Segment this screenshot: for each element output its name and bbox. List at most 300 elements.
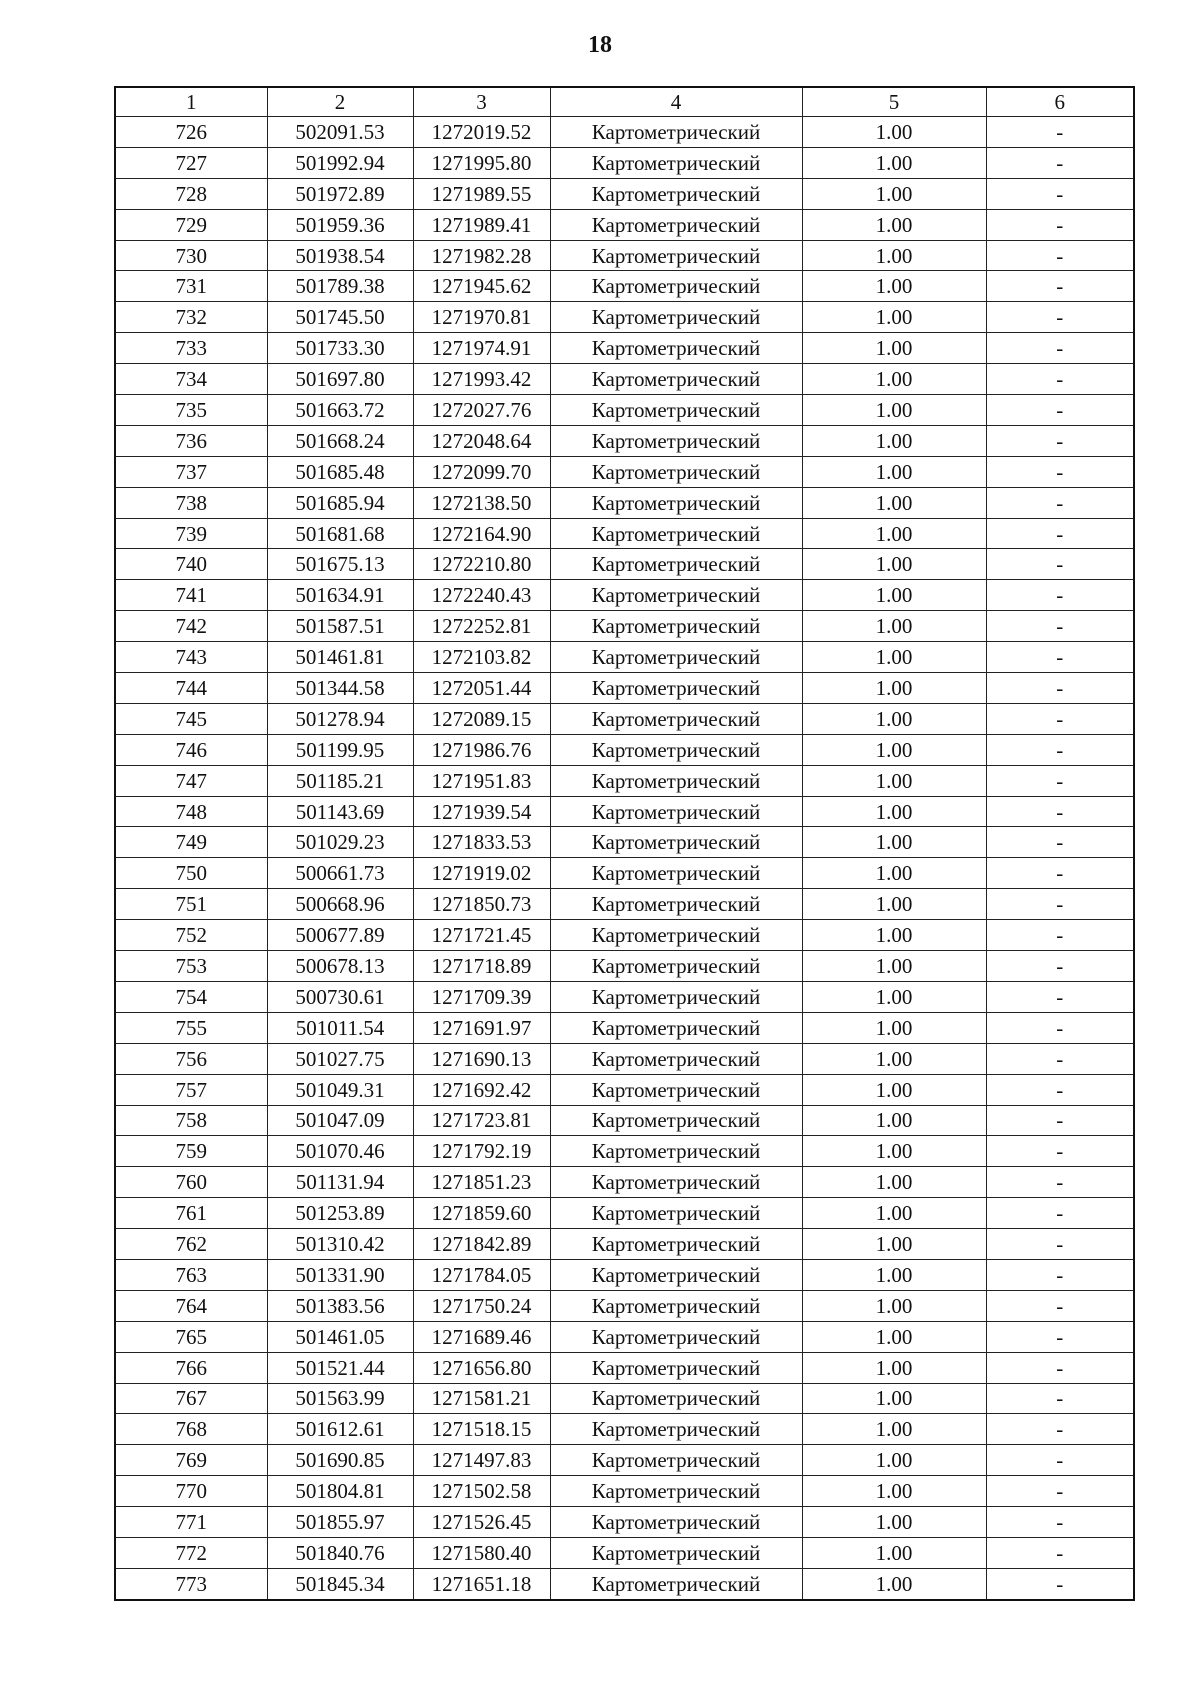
y-coordinate-cell: 1271989.55 <box>413 178 550 209</box>
point-number-cell: 748 <box>115 796 267 827</box>
table-row <box>115 981 1134 1012</box>
x-coordinate-cell: 502091.53 <box>267 117 413 148</box>
accuracy-cell: 1.00 <box>802 1414 986 1445</box>
point-number-cell: 760 <box>115 1167 267 1198</box>
accuracy-cell: 1.00 <box>802 364 986 395</box>
accuracy-cell: 1.00 <box>802 487 986 518</box>
x-coordinate-cell: 501634.91 <box>267 580 413 611</box>
page-number: 18 <box>588 32 612 58</box>
method-cell: Картометрический <box>550 1074 802 1105</box>
column-header: 2 <box>267 87 413 117</box>
y-coordinate-cell: 1272138.50 <box>413 487 550 518</box>
table-row <box>115 1445 1134 1476</box>
method-cell: Картометрический <box>550 611 802 642</box>
x-coordinate-cell: 501310.42 <box>267 1229 413 1260</box>
table-row <box>115 271 1134 302</box>
accuracy-cell: 1.00 <box>802 1568 986 1599</box>
x-coordinate-cell: 500730.61 <box>267 981 413 1012</box>
note-cell: - <box>986 920 1134 951</box>
header-row <box>115 87 1134 117</box>
method-cell: Картометрический <box>550 1321 802 1352</box>
note-cell: - <box>986 364 1134 395</box>
table-row <box>115 1074 1134 1105</box>
table-row <box>115 1321 1134 1352</box>
x-coordinate-cell: 500661.73 <box>267 858 413 889</box>
table-row <box>115 1105 1134 1136</box>
table-row <box>115 549 1134 580</box>
table-row <box>115 1043 1134 1074</box>
table-row <box>115 487 1134 518</box>
accuracy-cell: 1.00 <box>802 333 986 364</box>
point-number-cell: 740 <box>115 549 267 580</box>
point-number-cell: 746 <box>115 734 267 765</box>
point-number-cell: 771 <box>115 1507 267 1538</box>
method-cell: Картометрический <box>550 1198 802 1229</box>
note-cell: - <box>986 1198 1134 1229</box>
note-cell: - <box>986 487 1134 518</box>
method-cell: Картометрический <box>550 147 802 178</box>
note-cell: - <box>986 1167 1134 1198</box>
note-cell: - <box>986 673 1134 704</box>
y-coordinate-cell: 1272240.43 <box>413 580 550 611</box>
note-cell: - <box>986 981 1134 1012</box>
x-coordinate-cell: 501331.90 <box>267 1259 413 1290</box>
y-coordinate-cell: 1271851.23 <box>413 1167 550 1198</box>
y-coordinate-cell: 1271518.15 <box>413 1414 550 1445</box>
point-number-cell: 766 <box>115 1352 267 1383</box>
point-number-cell: 757 <box>115 1074 267 1105</box>
table-row <box>115 1414 1134 1445</box>
method-cell: Картометрический <box>550 117 802 148</box>
table-row <box>115 734 1134 765</box>
x-coordinate-cell: 501587.51 <box>267 611 413 642</box>
method-cell: Картометрический <box>550 1105 802 1136</box>
accuracy-cell: 1.00 <box>802 1445 986 1476</box>
note-cell: - <box>986 1290 1134 1321</box>
y-coordinate-cell: 1271497.83 <box>413 1445 550 1476</box>
table-row <box>115 1476 1134 1507</box>
note-cell: - <box>986 796 1134 827</box>
accuracy-cell: 1.00 <box>802 981 986 1012</box>
accuracy-cell: 1.00 <box>802 456 986 487</box>
y-coordinate-cell: 1271939.54 <box>413 796 550 827</box>
x-coordinate-cell: 501690.85 <box>267 1445 413 1476</box>
x-coordinate-cell: 501840.76 <box>267 1537 413 1568</box>
table-row <box>115 1259 1134 1290</box>
method-cell: Картометрический <box>550 1229 802 1260</box>
method-cell: Картометрический <box>550 1290 802 1321</box>
y-coordinate-cell: 1271945.62 <box>413 271 550 302</box>
x-coordinate-cell: 501845.34 <box>267 1568 413 1599</box>
point-number-cell: 767 <box>115 1383 267 1414</box>
method-cell: Картометрический <box>550 1445 802 1476</box>
accuracy-cell: 1.00 <box>802 611 986 642</box>
accuracy-cell: 1.00 <box>802 858 986 889</box>
y-coordinate-cell: 1271526.45 <box>413 1507 550 1538</box>
accuracy-cell: 1.00 <box>802 1383 986 1414</box>
table-row <box>115 425 1134 456</box>
point-number-cell: 750 <box>115 858 267 889</box>
point-number-cell: 732 <box>115 302 267 333</box>
x-coordinate-cell: 501521.44 <box>267 1352 413 1383</box>
point-number-cell: 737 <box>115 456 267 487</box>
method-cell: Картометрический <box>550 456 802 487</box>
x-coordinate-cell: 500677.89 <box>267 920 413 951</box>
table-header <box>115 87 1134 117</box>
point-number-cell: 773 <box>115 1568 267 1599</box>
point-number-cell: 743 <box>115 642 267 673</box>
note-cell: - <box>986 734 1134 765</box>
table-row <box>115 518 1134 549</box>
accuracy-cell: 1.00 <box>802 951 986 982</box>
note-cell: - <box>986 1136 1134 1167</box>
method-cell: Картометрический <box>550 333 802 364</box>
method-cell: Картометрический <box>550 1507 802 1538</box>
accuracy-cell: 1.00 <box>802 1229 986 1260</box>
accuracy-cell: 1.00 <box>802 673 986 704</box>
point-number-cell: 755 <box>115 1012 267 1043</box>
point-number-cell: 731 <box>115 271 267 302</box>
table-row <box>115 117 1134 148</box>
accuracy-cell: 1.00 <box>802 580 986 611</box>
method-cell: Картометрический <box>550 1352 802 1383</box>
accuracy-cell: 1.00 <box>802 1352 986 1383</box>
accuracy-cell: 1.00 <box>802 1074 986 1105</box>
point-number-cell: 728 <box>115 178 267 209</box>
y-coordinate-cell: 1271691.97 <box>413 1012 550 1043</box>
accuracy-cell: 1.00 <box>802 1198 986 1229</box>
note-cell: - <box>986 178 1134 209</box>
note-cell: - <box>986 1414 1134 1445</box>
y-coordinate-cell: 1271651.18 <box>413 1568 550 1599</box>
accuracy-cell: 1.00 <box>802 549 986 580</box>
method-cell: Картометрический <box>550 518 802 549</box>
x-coordinate-cell: 501675.13 <box>267 549 413 580</box>
method-cell: Картометрический <box>550 889 802 920</box>
note-cell: - <box>986 858 1134 889</box>
x-coordinate-cell: 501855.97 <box>267 1507 413 1538</box>
y-coordinate-cell: 1271718.89 <box>413 951 550 982</box>
method-cell: Картометрический <box>550 765 802 796</box>
point-number-cell: 734 <box>115 364 267 395</box>
y-coordinate-cell: 1272103.82 <box>413 642 550 673</box>
accuracy-cell: 1.00 <box>802 1012 986 1043</box>
point-number-cell: 729 <box>115 209 267 240</box>
x-coordinate-cell: 501461.81 <box>267 642 413 673</box>
y-coordinate-cell: 1272099.70 <box>413 456 550 487</box>
x-coordinate-cell: 501143.69 <box>267 796 413 827</box>
point-number-cell: 769 <box>115 1445 267 1476</box>
y-coordinate-cell: 1271723.81 <box>413 1105 550 1136</box>
method-cell: Картометрический <box>550 858 802 889</box>
method-cell: Картометрический <box>550 673 802 704</box>
table-row <box>115 827 1134 858</box>
table-row <box>115 209 1134 240</box>
y-coordinate-cell: 1271989.41 <box>413 209 550 240</box>
table-row <box>115 889 1134 920</box>
x-coordinate-cell: 501992.94 <box>267 147 413 178</box>
x-coordinate-cell: 501011.54 <box>267 1012 413 1043</box>
column-header: 5 <box>802 87 986 117</box>
note-cell: - <box>986 1074 1134 1105</box>
point-number-cell: 727 <box>115 147 267 178</box>
x-coordinate-cell: 501344.58 <box>267 673 413 704</box>
y-coordinate-cell: 1271690.13 <box>413 1043 550 1074</box>
method-cell: Картометрический <box>550 1259 802 1290</box>
method-cell: Картометрический <box>550 1383 802 1414</box>
accuracy-cell: 1.00 <box>802 765 986 796</box>
y-coordinate-cell: 1271580.40 <box>413 1537 550 1568</box>
table-body <box>115 117 1134 1600</box>
note-cell: - <box>986 827 1134 858</box>
point-number-cell: 749 <box>115 827 267 858</box>
point-number-cell: 753 <box>115 951 267 982</box>
accuracy-cell: 1.00 <box>802 920 986 951</box>
accuracy-cell: 1.00 <box>802 1167 986 1198</box>
accuracy-cell: 1.00 <box>802 1043 986 1074</box>
note-cell: - <box>986 951 1134 982</box>
y-coordinate-cell: 1271919.02 <box>413 858 550 889</box>
table-row <box>115 673 1134 704</box>
accuracy-cell: 1.00 <box>802 395 986 426</box>
y-coordinate-cell: 1271656.80 <box>413 1352 550 1383</box>
y-coordinate-cell: 1271850.73 <box>413 889 550 920</box>
note-cell: - <box>986 580 1134 611</box>
table-row <box>115 1198 1134 1229</box>
note-cell: - <box>986 611 1134 642</box>
note-cell: - <box>986 240 1134 271</box>
method-cell: Картометрический <box>550 580 802 611</box>
note-cell: - <box>986 765 1134 796</box>
point-number-cell: 761 <box>115 1198 267 1229</box>
table-row <box>115 333 1134 364</box>
point-number-cell: 735 <box>115 395 267 426</box>
table-row <box>115 1012 1134 1043</box>
accuracy-cell: 1.00 <box>802 827 986 858</box>
point-number-cell: 736 <box>115 425 267 456</box>
y-coordinate-cell: 1272019.52 <box>413 117 550 148</box>
point-number-cell: 768 <box>115 1414 267 1445</box>
x-coordinate-cell: 501681.68 <box>267 518 413 549</box>
note-cell: - <box>986 703 1134 734</box>
y-coordinate-cell: 1272252.81 <box>413 611 550 642</box>
note-cell: - <box>986 1105 1134 1136</box>
y-coordinate-cell: 1272210.80 <box>413 549 550 580</box>
accuracy-cell: 1.00 <box>802 302 986 333</box>
method-cell: Картометрический <box>550 951 802 982</box>
method-cell: Картометрический <box>550 209 802 240</box>
x-coordinate-cell: 501253.89 <box>267 1198 413 1229</box>
y-coordinate-cell: 1271951.83 <box>413 765 550 796</box>
note-cell: - <box>986 1043 1134 1074</box>
table-row <box>115 240 1134 271</box>
note-cell: - <box>986 1537 1134 1568</box>
point-number-cell: 765 <box>115 1321 267 1352</box>
table-row <box>115 703 1134 734</box>
note-cell: - <box>986 1445 1134 1476</box>
accuracy-cell: 1.00 <box>802 642 986 673</box>
accuracy-cell: 1.00 <box>802 703 986 734</box>
x-coordinate-cell: 501131.94 <box>267 1167 413 1198</box>
method-cell: Картометрический <box>550 178 802 209</box>
y-coordinate-cell: 1271995.80 <box>413 147 550 178</box>
method-cell: Картометрический <box>550 981 802 1012</box>
table-row <box>115 1136 1134 1167</box>
y-coordinate-cell: 1271986.76 <box>413 734 550 765</box>
x-coordinate-cell: 501563.99 <box>267 1383 413 1414</box>
x-coordinate-cell: 501685.48 <box>267 456 413 487</box>
note-cell: - <box>986 456 1134 487</box>
y-coordinate-cell: 1272048.64 <box>413 425 550 456</box>
accuracy-cell: 1.00 <box>802 1476 986 1507</box>
y-coordinate-cell: 1272164.90 <box>413 518 550 549</box>
method-cell: Картометрический <box>550 487 802 518</box>
accuracy-cell: 1.00 <box>802 117 986 148</box>
table-row <box>115 456 1134 487</box>
x-coordinate-cell: 501070.46 <box>267 1136 413 1167</box>
note-cell: - <box>986 147 1134 178</box>
table-row <box>115 858 1134 889</box>
note-cell: - <box>986 1476 1134 1507</box>
table-row <box>115 395 1134 426</box>
y-coordinate-cell: 1272027.76 <box>413 395 550 426</box>
point-number-cell: 763 <box>115 1259 267 1290</box>
method-cell: Картометрический <box>550 549 802 580</box>
method-cell: Картометрический <box>550 1043 802 1074</box>
point-number-cell: 742 <box>115 611 267 642</box>
y-coordinate-cell: 1271784.05 <box>413 1259 550 1290</box>
accuracy-cell: 1.00 <box>802 147 986 178</box>
y-coordinate-cell: 1271970.81 <box>413 302 550 333</box>
x-coordinate-cell: 501663.72 <box>267 395 413 426</box>
note-cell: - <box>986 889 1134 920</box>
x-coordinate-cell: 501612.61 <box>267 1414 413 1445</box>
method-cell: Картометрический <box>550 271 802 302</box>
method-cell: Картометрический <box>550 1136 802 1167</box>
method-cell: Картометрический <box>550 1414 802 1445</box>
column-header: 3 <box>413 87 550 117</box>
method-cell: Картометрический <box>550 642 802 673</box>
method-cell: Картометрический <box>550 1537 802 1568</box>
point-number-cell: 758 <box>115 1105 267 1136</box>
method-cell: Картометрический <box>550 425 802 456</box>
table-row <box>115 642 1134 673</box>
method-cell: Картометрический <box>550 1476 802 1507</box>
x-coordinate-cell: 501185.21 <box>267 765 413 796</box>
note-cell: - <box>986 395 1134 426</box>
accuracy-cell: 1.00 <box>802 518 986 549</box>
method-cell: Картометрический <box>550 920 802 951</box>
method-cell: Картометрический <box>550 734 802 765</box>
table-row <box>115 580 1134 611</box>
table-row <box>115 178 1134 209</box>
y-coordinate-cell: 1271859.60 <box>413 1198 550 1229</box>
method-cell: Картометрический <box>550 1167 802 1198</box>
x-coordinate-cell: 501685.94 <box>267 487 413 518</box>
point-number-cell: 745 <box>115 703 267 734</box>
point-number-cell: 726 <box>115 117 267 148</box>
method-cell: Картометрический <box>550 240 802 271</box>
table-row <box>115 1568 1134 1599</box>
column-header: 4 <box>550 87 802 117</box>
accuracy-cell: 1.00 <box>802 425 986 456</box>
y-coordinate-cell: 1271581.21 <box>413 1383 550 1414</box>
y-coordinate-cell: 1271721.45 <box>413 920 550 951</box>
column-header: 1 <box>115 87 267 117</box>
table-row <box>115 920 1134 951</box>
accuracy-cell: 1.00 <box>802 1507 986 1538</box>
x-coordinate-cell: 501733.30 <box>267 333 413 364</box>
accuracy-cell: 1.00 <box>802 889 986 920</box>
accuracy-cell: 1.00 <box>802 796 986 827</box>
point-number-cell: 759 <box>115 1136 267 1167</box>
note-cell: - <box>986 1259 1134 1290</box>
y-coordinate-cell: 1271974.91 <box>413 333 550 364</box>
accuracy-cell: 1.00 <box>802 178 986 209</box>
table-row <box>115 765 1134 796</box>
point-number-cell: 762 <box>115 1229 267 1260</box>
x-coordinate-cell: 501199.95 <box>267 734 413 765</box>
point-number-cell: 754 <box>115 981 267 1012</box>
table-row <box>115 1507 1134 1538</box>
y-coordinate-cell: 1271993.42 <box>413 364 550 395</box>
note-cell: - <box>986 271 1134 302</box>
x-coordinate-cell: 500678.13 <box>267 951 413 982</box>
note-cell: - <box>986 1383 1134 1414</box>
x-coordinate-cell: 501668.24 <box>267 425 413 456</box>
point-number-cell: 733 <box>115 333 267 364</box>
point-number-cell: 744 <box>115 673 267 704</box>
x-coordinate-cell: 501804.81 <box>267 1476 413 1507</box>
coordinates-table <box>114 86 1135 1601</box>
y-coordinate-cell: 1271502.58 <box>413 1476 550 1507</box>
accuracy-cell: 1.00 <box>802 1105 986 1136</box>
point-number-cell: 747 <box>115 765 267 796</box>
note-cell: - <box>986 1321 1134 1352</box>
y-coordinate-cell: 1271750.24 <box>413 1290 550 1321</box>
note-cell: - <box>986 1012 1134 1043</box>
y-coordinate-cell: 1271692.42 <box>413 1074 550 1105</box>
note-cell: - <box>986 117 1134 148</box>
note-cell: - <box>986 302 1134 333</box>
table-row <box>115 1537 1134 1568</box>
method-cell: Картометрический <box>550 395 802 426</box>
y-coordinate-cell: 1271689.46 <box>413 1321 550 1352</box>
x-coordinate-cell: 500668.96 <box>267 889 413 920</box>
x-coordinate-cell: 501029.23 <box>267 827 413 858</box>
accuracy-cell: 1.00 <box>802 1136 986 1167</box>
y-coordinate-cell: 1271833.53 <box>413 827 550 858</box>
accuracy-cell: 1.00 <box>802 1259 986 1290</box>
method-cell: Картометрический <box>550 1012 802 1043</box>
table-row <box>115 1352 1134 1383</box>
table-row <box>115 1229 1134 1260</box>
table-row <box>115 1290 1134 1321</box>
point-number-cell: 752 <box>115 920 267 951</box>
x-coordinate-cell: 501959.36 <box>267 209 413 240</box>
accuracy-cell: 1.00 <box>802 209 986 240</box>
point-number-cell: 739 <box>115 518 267 549</box>
table-row <box>115 1167 1134 1198</box>
x-coordinate-cell: 501972.89 <box>267 178 413 209</box>
point-number-cell: 756 <box>115 1043 267 1074</box>
method-cell: Картометрический <box>550 1568 802 1599</box>
note-cell: - <box>986 642 1134 673</box>
x-coordinate-cell: 501027.75 <box>267 1043 413 1074</box>
x-coordinate-cell: 501789.38 <box>267 271 413 302</box>
x-coordinate-cell: 501278.94 <box>267 703 413 734</box>
point-number-cell: 730 <box>115 240 267 271</box>
